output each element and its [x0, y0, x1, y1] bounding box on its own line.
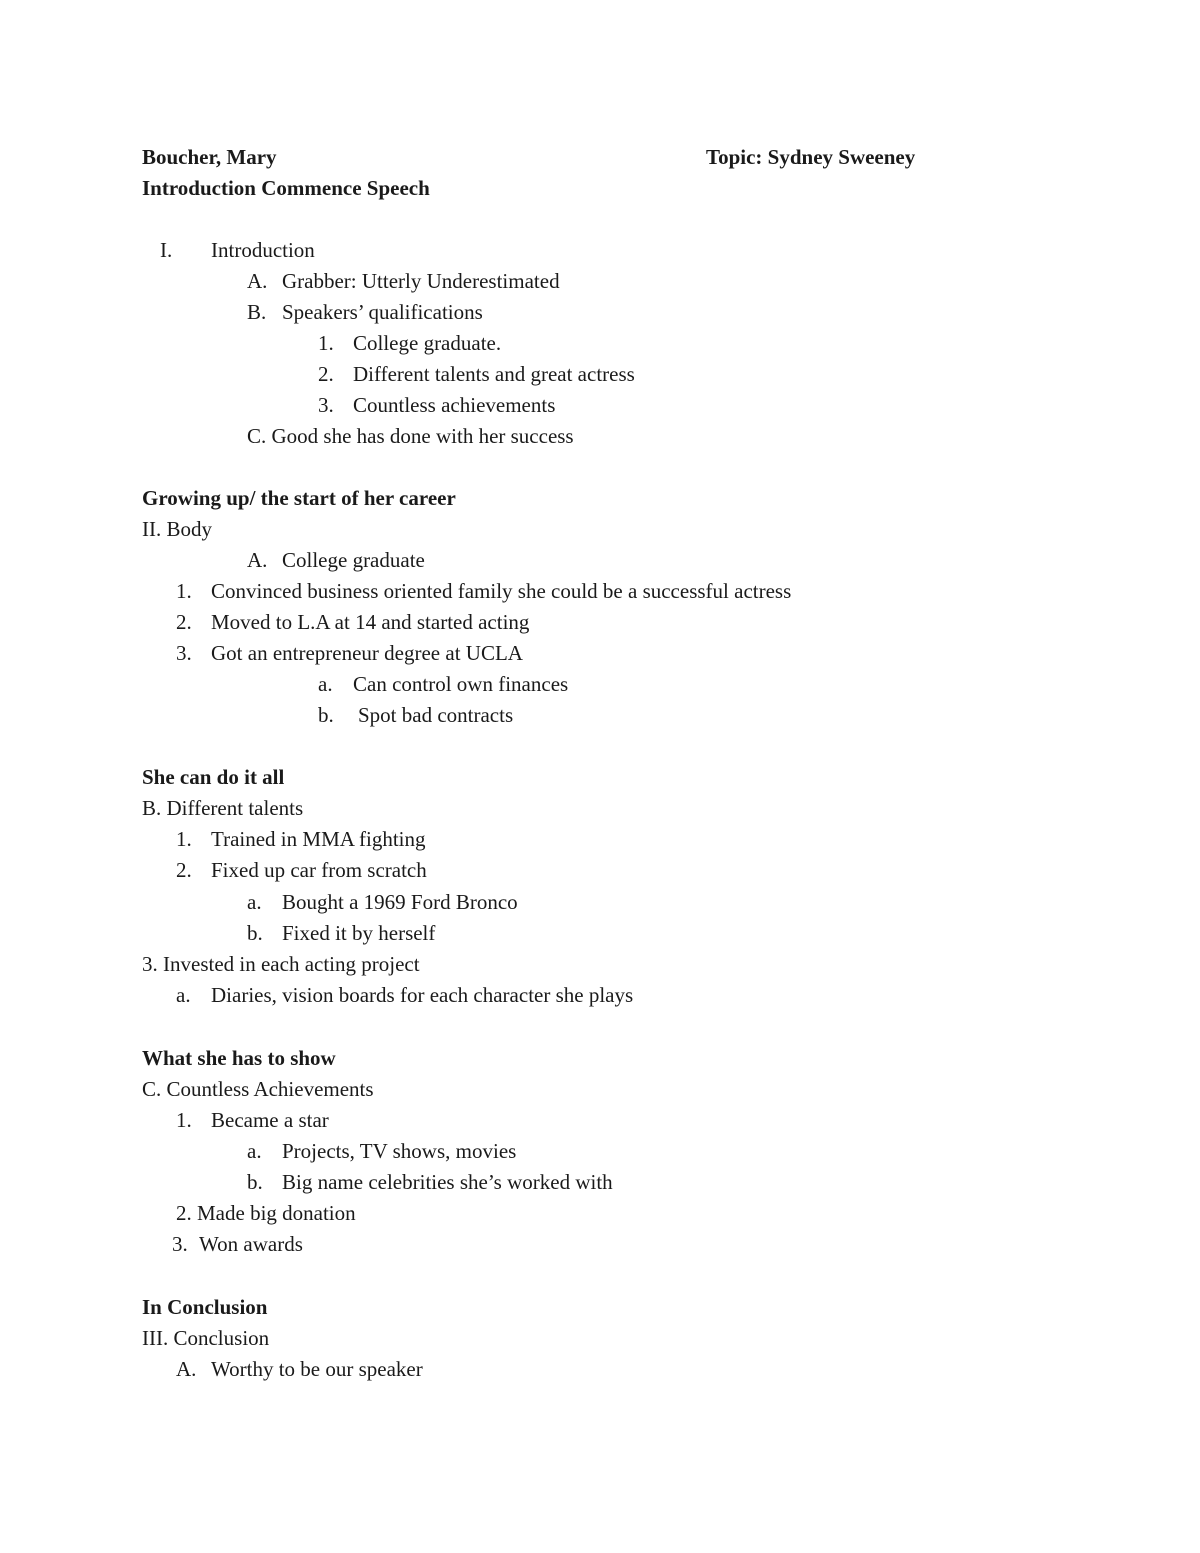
outline-marker: 1.	[176, 827, 192, 851]
outline-marker: 2.	[176, 858, 192, 882]
outline-item: Moved to L.A at 14 and started acting	[211, 610, 530, 634]
outline-marker: 3.	[318, 393, 334, 417]
section-heading: Growing up/ the start of her career	[142, 486, 456, 510]
outline-marker: b.	[247, 1170, 263, 1194]
outline-item: Different talents and great actress	[353, 362, 635, 386]
outline-marker: a.	[318, 672, 333, 696]
outline-marker: 2.	[318, 362, 334, 386]
topic-label: Topic: Sydney Sweeney	[706, 145, 916, 169]
outline-item: Big name celebrities she’s worked with	[282, 1170, 613, 1194]
outline-item: B. Different talents	[142, 796, 304, 820]
outline-marker: 1.	[176, 1108, 192, 1132]
outline-item: Got an entrepreneur degree at UCLA	[211, 641, 523, 665]
outline-item: Worthy to be our speaker	[211, 1357, 423, 1381]
outline-item: Bought a 1969 Ford Bronco	[282, 890, 518, 914]
outline-item: C. Countless Achievements	[142, 1077, 374, 1101]
outline-item: Projects, TV shows, movies	[282, 1139, 517, 1163]
outline-marker: 1.	[176, 579, 192, 603]
author-name: Boucher, Mary	[142, 145, 277, 169]
section-heading: In Conclusion	[142, 1295, 268, 1319]
outline-item: Trained in MMA fighting	[211, 827, 426, 851]
outline-item: 3. Invested in each acting project	[142, 952, 420, 976]
outline-marker: I.	[160, 238, 173, 262]
outline-marker: b.	[318, 703, 334, 727]
outline-item: Spot bad contracts	[358, 703, 514, 727]
outline-item: Diaries, vision boards for each character she plays	[211, 983, 634, 1007]
outline-item: College graduate.	[353, 331, 502, 355]
outline-marker: 2.	[176, 610, 192, 634]
outline-marker: 1.	[318, 331, 334, 355]
outline-marker: a.	[247, 1139, 262, 1163]
outline-marker: b.	[247, 921, 263, 945]
outline-item: College graduate	[282, 548, 425, 572]
section-heading: What she has to show	[142, 1046, 336, 1070]
outline-item: Became a star	[211, 1108, 329, 1132]
outline-item: III. Conclusion	[142, 1326, 270, 1350]
outline-item: Fixed it by herself	[282, 921, 436, 945]
outline-item: Speakers’ qualifications	[282, 300, 483, 324]
outline-item: Convinced business oriented family she could be a successful actress	[211, 579, 792, 603]
outline-item: Grabber: Utterly Underestimated	[282, 269, 560, 293]
outline-item: Fixed up car from scratch	[211, 858, 427, 882]
outline-marker: a.	[247, 890, 262, 914]
outline-marker: B.	[247, 300, 267, 324]
outline-item: II. Body	[142, 517, 212, 541]
outline-item: Introduction	[211, 238, 315, 262]
outline-marker: a.	[176, 983, 191, 1007]
outline-marker: 3.	[176, 641, 192, 665]
outline-marker: A.	[247, 269, 268, 293]
outline-marker: A.	[247, 548, 268, 572]
section-heading: She can do it all	[142, 765, 285, 789]
outline-item: C. Good she has done with her success	[247, 424, 574, 448]
outline-item: Countless achievements	[353, 393, 556, 417]
outline-item: Won awards	[199, 1232, 303, 1256]
outline-marker: 3.	[172, 1232, 188, 1256]
outline-item: 2. Made big donation	[176, 1201, 356, 1225]
outline-item: Can control own finances	[353, 672, 569, 696]
document-title: Introduction Commence Speech	[142, 176, 430, 200]
outline-marker: A.	[176, 1357, 197, 1381]
